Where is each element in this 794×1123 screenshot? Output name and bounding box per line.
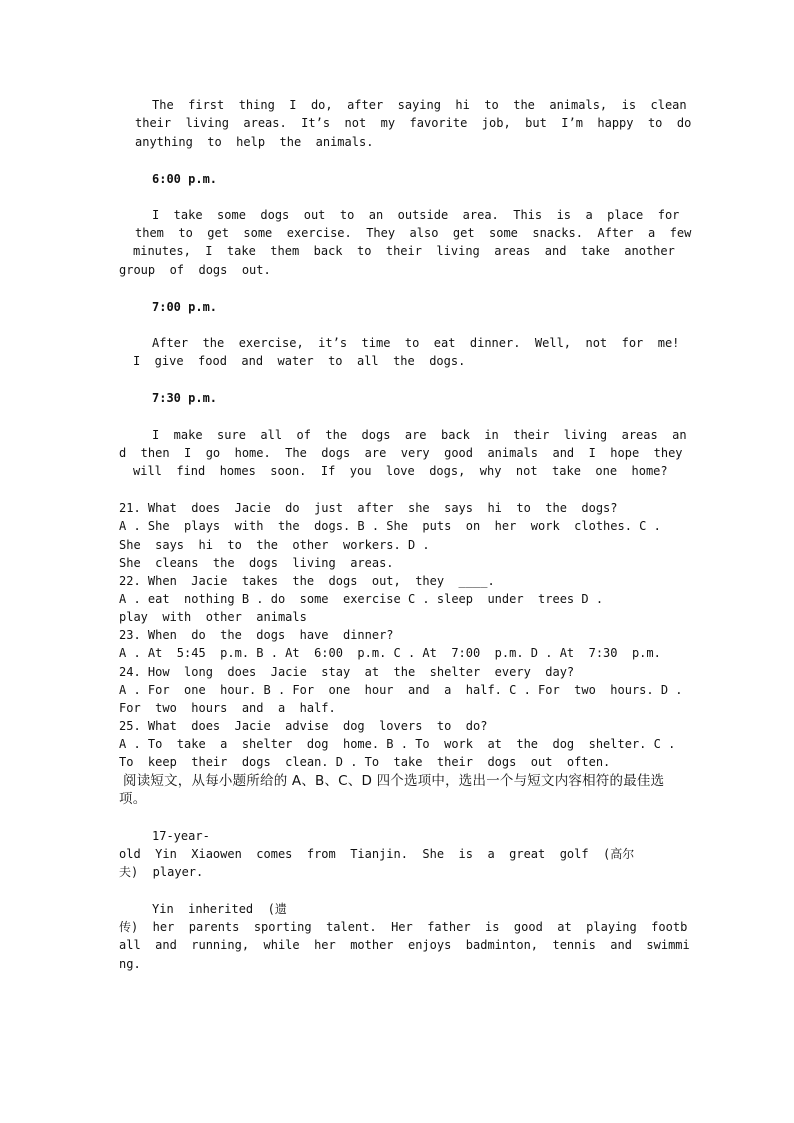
paragraph-line: all and running, while her mother enjoys badminton, tennis and swimmi [119,938,690,952]
paragraph-line: d then I go home. The dogs are very good animals and I hope they [119,446,683,460]
question-line: 25. What does Jacie advise dog lovers to do? [119,719,488,733]
question-line: 23. When do the dogs have dinner? [119,628,394,642]
question-line: 24. How long does Jacie stay at the shelter every day? [119,665,575,679]
paragraph-line: anything to help the animals. [135,135,374,149]
time-heading: 7:00 p.m. [152,300,218,314]
paragraph-line: them to get some exercise. They also get some snacks. After a few [135,226,692,240]
paragraph-line: minutes, I take them back to their living areas and take another [133,244,675,258]
question-line: To keep their dogs clean. D . To take their dogs out often. [119,755,611,769]
question-line: She says hi to the other workers. D . [119,538,430,552]
instruction-line: 阅读短文，从每小题所给的 A、B、C、D 四个选项中，选出一个与短文内容相符的最佳选 [123,773,665,789]
question-line: 21. What does Jacie do just after she says hi to the dogs? [119,501,618,515]
paragraph-line: The first thing I do, after saying hi to the animals, is clean [152,98,687,112]
question-line: A . To take a shelter dog home. B . To work at the dog shelter. C . [119,737,676,751]
question-line: A . For one hour. B . For one hour and a half. C . For two hours. D . [119,683,683,697]
paragraph-line: old Yin Xiaowen comes from Tianjin. She is a great golf (高尔 [119,847,635,861]
time-heading: 7:30 p.m. [152,391,218,405]
paragraph-line: I make sure all of the dogs are back in their living areas an [152,428,687,442]
paragraph-line: will find homes soon. If you love dogs, why not take one home? [133,464,668,478]
paragraph-line: group of dogs out. [119,263,271,277]
question-line: play with other animals [119,610,307,624]
paragraph-line: 传) her parents sporting talent. Her father is good at playing footb [119,920,688,934]
time-heading: 6:00 p.m. [152,172,218,186]
question-line: A . eat nothing B . do some exercise C . sleep under trees D . [119,592,604,606]
question-line: A . At 5:45 p.m. B . At 6:00 p.m. C . At 7:00 p.m. D . At 7:30 p.m. [119,646,661,660]
paragraph-line: I take some dogs out to an outside area. This is a place for [152,208,680,222]
question-line: A . She plays with the dogs. B . She puts on her work clothes. C . [119,519,661,533]
paragraph-line: After the exercise, it’s time to eat dinner. Well, not for me! [152,336,680,350]
question-line: For two hours and a half. [119,701,336,715]
paragraph-line: Yin inherited (遗 [152,902,287,916]
paragraph-line: ng. [119,957,141,971]
question-line: She cleans the dogs living areas. [119,556,394,570]
instruction-line: 项。 [119,791,147,807]
paragraph-line: their living areas. It’s not my favorite job, but I’m happy to do [135,116,692,130]
paragraph-line: I give food and water to all the dogs. [133,354,466,368]
paragraph-line: 17-year- [152,829,210,843]
paragraph-line: 夫) player. [119,865,204,879]
question-line: 22. When Jacie takes the dogs out, they ____. [119,574,495,588]
